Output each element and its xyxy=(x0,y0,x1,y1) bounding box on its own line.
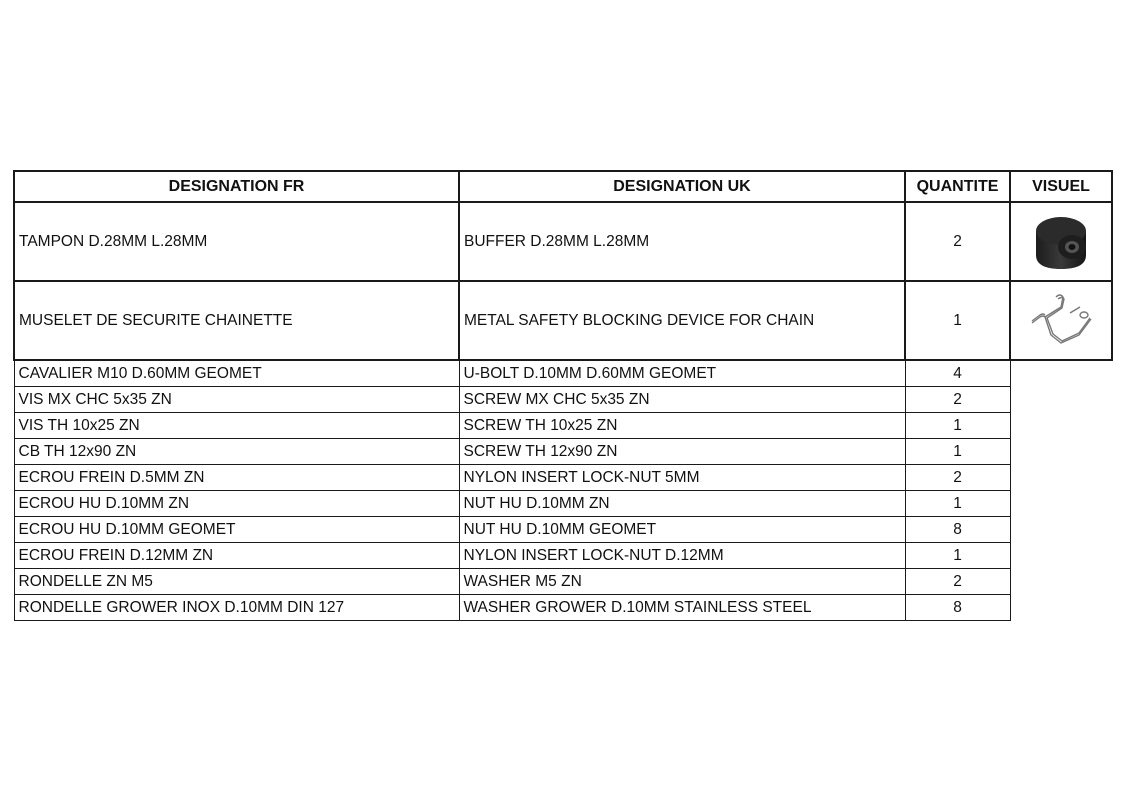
header-designation-uk: DESIGNATION UK xyxy=(459,171,905,202)
header-designation-fr: DESIGNATION FR xyxy=(14,171,459,202)
cell-designation-uk: SCREW TH 10x25 ZN xyxy=(459,413,905,439)
cell-quantity: 2 xyxy=(905,387,1010,413)
table-row xyxy=(14,595,1112,621)
cell-designation-uk: SCREW TH 12x90 ZN xyxy=(459,439,905,465)
table-row xyxy=(14,465,1112,491)
cell-designation-uk: METAL SAFETY BLOCKING DEVICE FOR CHAIN xyxy=(459,281,905,360)
cell-designation-uk: NUT HU D.10MM ZN xyxy=(459,491,905,517)
cell-designation-uk: SCREW MX CHC 5x35 ZN xyxy=(459,387,905,413)
table-row xyxy=(14,569,1112,595)
cell-quantity: 1 xyxy=(905,543,1010,569)
cell-designation-fr: ECROU FREIN D.12MM ZN xyxy=(14,543,459,569)
cell-designation-fr: RONDELLE GROWER INOX D.10MM DIN 127 xyxy=(14,595,459,621)
table-row xyxy=(14,543,1112,569)
cell-designation-fr: ECROU FREIN D.5MM ZN xyxy=(14,465,459,491)
table-row xyxy=(14,360,1112,387)
header-visual: VISUEL xyxy=(1010,171,1112,202)
cell-visual xyxy=(1010,281,1112,360)
cell-quantity: 1 xyxy=(905,413,1010,439)
table-row xyxy=(14,387,1112,413)
cell-quantity: 1 xyxy=(905,281,1010,360)
cell-designation-uk: NUT HU D.10MM GEOMET xyxy=(459,517,905,543)
cell-designation-fr: CAVALIER M10 D.60MM GEOMET xyxy=(14,360,459,387)
cell-designation-fr: CB TH 12x90 ZN xyxy=(14,439,459,465)
cell-quantity: 1 xyxy=(905,439,1010,465)
cell-designation-uk: NYLON INSERT LOCK-NUT D.12MM xyxy=(459,543,905,569)
cell-designation-fr: MUSELET DE SECURITE CHAINETTE xyxy=(14,281,459,360)
cell-quantity: 2 xyxy=(905,569,1010,595)
buffer-icon xyxy=(1028,211,1094,273)
cell-quantity: 8 xyxy=(905,517,1010,543)
cell-designation-uk: NYLON INSERT LOCK-NUT 5MM xyxy=(459,465,905,491)
cell-designation-uk: BUFFER D.28MM L.28MM xyxy=(459,202,905,281)
header-quantity: QUANTITE xyxy=(905,171,1010,202)
cell-designation-uk: WASHER GROWER D.10MM STAINLESS STEEL xyxy=(459,595,905,621)
cell-designation-fr: VIS TH 10x25 ZN xyxy=(14,413,459,439)
cell-designation-fr: ECROU HU D.10MM ZN xyxy=(14,491,459,517)
header-row xyxy=(14,171,1112,202)
cell-quantity: 1 xyxy=(905,491,1010,517)
cell-designation-uk: U-BOLT D.10MM D.60MM GEOMET xyxy=(459,360,905,387)
cell-quantity: 2 xyxy=(905,465,1010,491)
table-row xyxy=(14,281,1112,360)
cell-quantity: 2 xyxy=(905,202,1010,281)
table-row xyxy=(14,202,1112,281)
cell-designation-fr: VIS MX CHC 5x35 ZN xyxy=(14,387,459,413)
table-row xyxy=(14,439,1112,465)
parts-table xyxy=(13,170,1113,621)
cell-designation-uk: WASHER M5 ZN xyxy=(459,569,905,595)
table-row xyxy=(14,491,1112,517)
cell-designation-fr: RONDELLE ZN M5 xyxy=(14,569,459,595)
cell-quantity: 8 xyxy=(905,595,1010,621)
cell-quantity: 4 xyxy=(905,360,1010,387)
table-row xyxy=(14,413,1112,439)
safety-clip-icon xyxy=(1026,289,1096,353)
cell-designation-fr: TAMPON D.28MM L.28MM xyxy=(14,202,459,281)
cell-designation-fr: ECROU HU D.10MM GEOMET xyxy=(14,517,459,543)
cell-visual xyxy=(1010,202,1112,281)
table-row xyxy=(14,517,1112,543)
